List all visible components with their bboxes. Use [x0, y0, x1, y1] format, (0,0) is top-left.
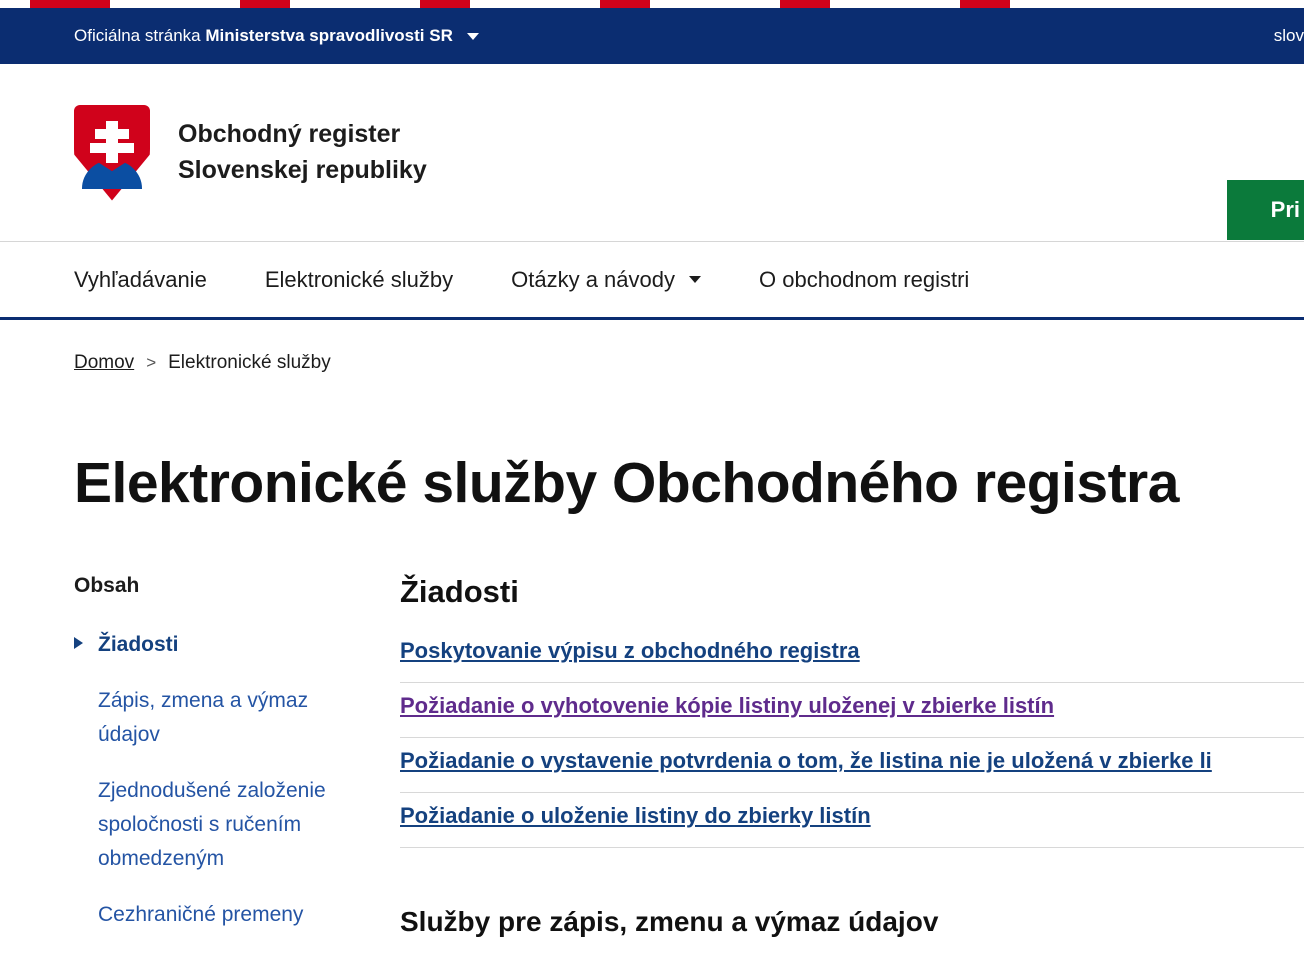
toc-item-ziadosti[interactable]: Žiadosti	[74, 628, 374, 662]
site-header	[0, 64, 1304, 242]
toc-item-zapis-zmena-vymaz[interactable]: Zápis, zmena a výmaz údajov	[98, 689, 309, 747]
main-navigation	[0, 242, 1304, 320]
section-title-ziadosti: Žiadosti	[400, 574, 519, 610]
chevron-down-icon	[689, 276, 701, 283]
toc-item-cezhranicne-premeny[interactable]: Cezhraničné premeny	[98, 903, 304, 927]
brand-line-1: Obchodný register	[178, 120, 401, 148]
page-content	[0, 574, 1304, 954]
gov-banner-prefix: Oficiálna stránka	[74, 26, 206, 45]
list-item	[400, 683, 1304, 738]
language-switcher[interactable]: slov	[1273, 26, 1304, 45]
table-of-contents	[74, 574, 374, 954]
breadcrumb-current: Elektronické služby	[168, 352, 331, 373]
gov-banner-ministry: Ministerstva spravodlivosti SR	[205, 26, 453, 45]
section-title-sluzby-zapis: Služby pre zápis, zmenu a výmaz údajov	[400, 906, 939, 938]
list-item	[400, 793, 1304, 848]
nav-label: Otázky a návody	[511, 266, 675, 292]
list-item	[400, 738, 1304, 793]
chevron-down-icon[interactable]	[467, 33, 479, 40]
nav-item-otazky-a-navody[interactable]	[511, 267, 701, 293]
nav-item-vyhladavanie[interactable]	[74, 267, 207, 293]
service-link-vypis[interactable]: Poskytovanie výpisu z obchodného registra	[400, 638, 860, 664]
slovak-coat-of-arms-icon	[74, 105, 150, 201]
breadcrumb-separator-icon: >	[146, 353, 157, 372]
brand-line-2: Slovenskej republiky	[178, 155, 427, 184]
nav-label: Elektronické služby	[264, 266, 454, 292]
login-button[interactable]: Pri	[1227, 180, 1304, 240]
site-brand[interactable]	[178, 117, 427, 188]
page-title: Elektronické služby Obchodného registra	[74, 451, 1179, 516]
breadcrumb	[0, 320, 1304, 374]
toc-item-zjednodusene-zalozenie[interactable]: Zjednodušené založenie spoločnosti s ručením obmedzeným	[98, 779, 326, 871]
toc-heading: Obsah	[74, 574, 140, 598]
nav-item-elektronicke-sluzby[interactable]	[265, 267, 453, 293]
breadcrumb-home-link[interactable]: Domov	[74, 352, 135, 373]
nav-label: O obchodnom registri	[759, 266, 970, 292]
gov-top-stripe	[0, 0, 1304, 8]
nav-label: Vyhľadávanie	[74, 266, 207, 292]
nav-item-o-obchodnom-registri[interactable]	[759, 267, 969, 293]
gov-banner-text	[74, 26, 479, 46]
service-link-kopia-listiny[interactable]: Požiadanie o vyhotovenie kópie listiny uloženej v zbierke listín	[400, 693, 1055, 719]
service-link-list	[400, 638, 1304, 848]
main-column	[400, 574, 1304, 954]
service-link-ulozenie-listiny[interactable]: Požiadanie o uloženie listiny do zbierky listín	[400, 803, 871, 829]
service-link-potvrdenie-neulozena[interactable]: Požiadanie o vystavenie potvrdenia o tom, že listina nie je uložená v zbierke li	[400, 748, 1212, 774]
government-banner[interactable]	[0, 8, 1304, 64]
list-item	[400, 638, 1304, 683]
